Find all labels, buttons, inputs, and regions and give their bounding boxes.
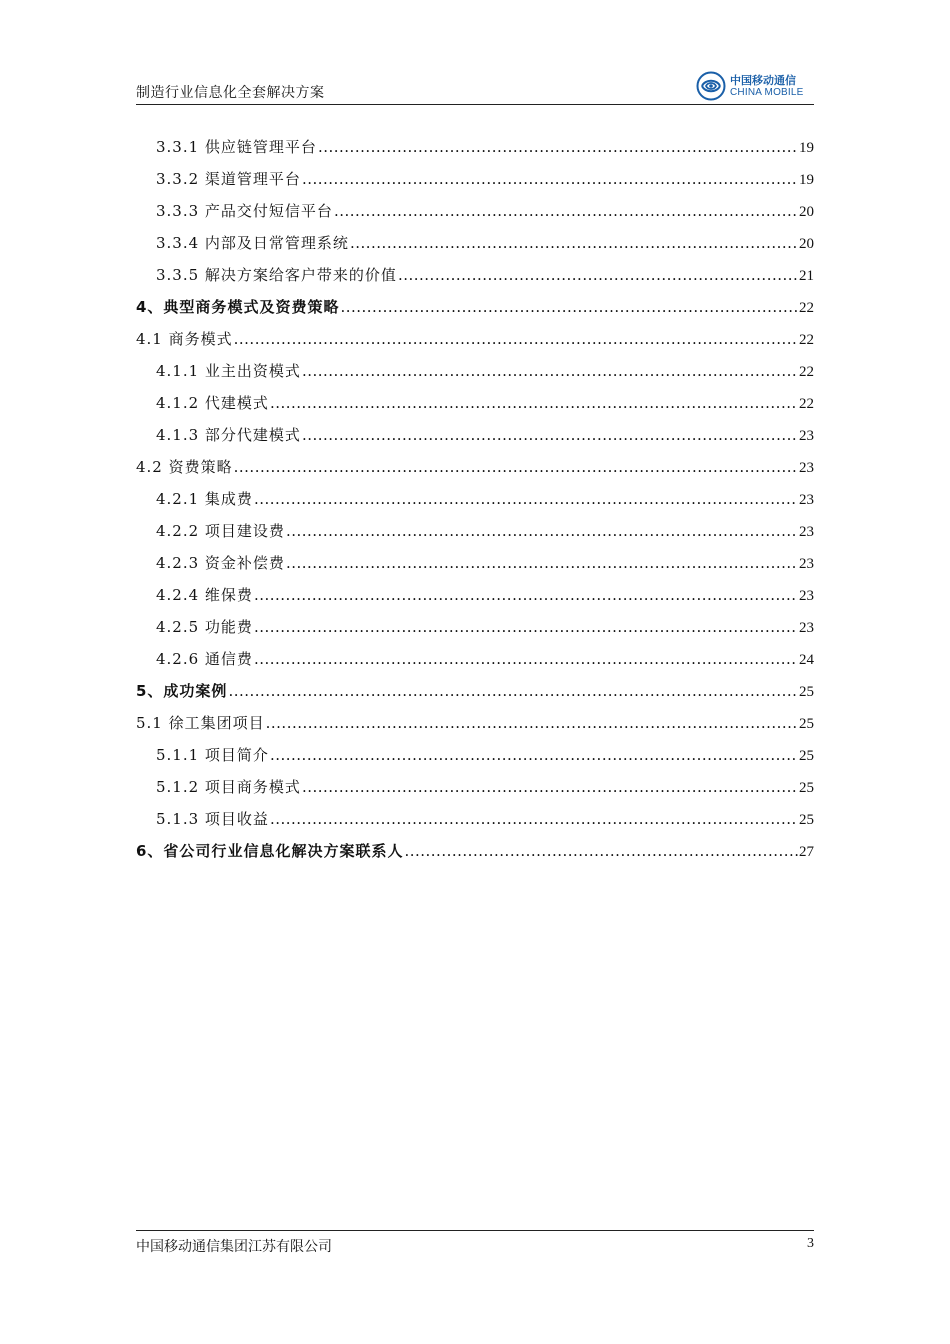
toc-dot-leader [228,675,798,707]
toc-entry-title: 5.1.2 项目商务模式 [156,778,301,796]
toc-entry-page: 25 [799,684,814,700]
toc-entry[interactable] [136,451,814,483]
toc-entry-page: 23 [799,524,814,540]
toc-entry[interactable] [136,771,814,803]
toc-entry-title: 3.3.5 解决方案给客户带来的价值 [156,266,397,284]
toc-entry[interactable] [136,515,814,547]
toc-dot-leader [234,451,798,483]
logo-english-text: CHINA MOBILE [730,87,804,98]
toc-entry-page: 22 [799,364,814,380]
toc-entry-title: 3.3.3 产品交付短信平台 [156,202,333,220]
toc-entry[interactable] [136,835,814,867]
toc-entry-page: 23 [799,556,814,572]
toc-entry-title: 3.3.4 内部及日常管理系统 [156,234,349,252]
toc-entry-page: 22 [799,300,814,316]
toc-entry[interactable] [136,259,814,291]
toc-entry[interactable] [136,323,814,355]
toc-entry[interactable] [136,227,814,259]
page-header [136,70,814,105]
toc-entry-title: 4.2.4 维保费 [156,586,253,604]
toc-dot-leader [340,291,798,323]
toc-dot-leader [404,835,798,867]
toc-entry-title: 5.1.3 项目收益 [156,810,269,828]
toc-dot-leader [270,739,798,771]
toc-entry-page: 23 [799,588,814,604]
toc-entry[interactable] [136,547,814,579]
toc-entry-title: 3.3.2 渠道管理平台 [156,170,301,188]
toc-entry-title: 5.1 徐工集团项目 [136,714,265,732]
toc-entry-page: 25 [799,780,814,796]
footer-page-number: 3 [807,1236,814,1251]
china-mobile-logo [696,70,814,102]
toc-dot-leader [270,387,798,419]
header-title: 制造行业信息化全套解决方案 [136,85,325,101]
toc-entry-title: 4、典型商务模式及资费策略 [136,298,340,316]
toc-entry-page: 25 [799,716,814,732]
toc-dot-leader [286,515,798,547]
toc-entry[interactable] [136,195,814,227]
toc-entry-page: 23 [799,492,814,508]
toc-entry-page: 23 [799,620,814,636]
toc-entry[interactable] [136,707,814,739]
toc-dot-leader [318,131,798,163]
page-footer [136,1230,814,1261]
toc-entry-title: 4.2.5 功能费 [156,618,253,636]
toc-dot-leader [286,547,798,579]
table-of-contents [136,131,814,867]
toc-dot-leader [254,483,798,515]
toc-entry[interactable] [136,163,814,195]
toc-dot-leader [234,323,798,355]
toc-entry[interactable] [136,579,814,611]
toc-entry-title: 4.1.3 部分代建模式 [156,426,301,444]
toc-entry-title: 4.1.1 业主出资模式 [156,362,301,380]
toc-entry-title: 5、成功案例 [136,682,228,700]
logo-chinese-text: 中国移动通信 [730,74,796,87]
china-mobile-logo-icon [696,71,726,101]
toc-dot-leader [254,611,798,643]
toc-entry[interactable] [136,131,814,163]
toc-dot-leader [350,227,798,259]
toc-dot-leader [334,195,798,227]
toc-entry-page: 22 [799,396,814,412]
toc-dot-leader [398,259,798,291]
toc-entry[interactable] [136,739,814,771]
toc-entry-title: 4.1.2 代建模式 [156,394,269,412]
toc-entry-title: 4.2.1 集成费 [156,490,253,508]
toc-entry-title: 4.1 商务模式 [136,330,233,348]
toc-dot-leader [302,355,798,387]
toc-entry[interactable] [136,611,814,643]
toc-entry[interactable] [136,291,814,323]
toc-entry-page: 19 [799,172,814,188]
toc-entry[interactable] [136,675,814,707]
toc-entry-page: 24 [799,652,814,668]
toc-entry-title: 4.2 资费策略 [136,458,233,476]
toc-entry-page: 21 [799,268,814,284]
toc-entry-title: 4.2.3 资金补偿费 [156,554,285,572]
toc-entry-page: 20 [799,204,814,220]
toc-entry-title: 6、省公司行业信息化解决方案联系人 [136,842,404,860]
toc-entry-page: 19 [799,140,814,156]
toc-entry-page: 25 [799,812,814,828]
toc-entry-title: 4.2.6 通信费 [156,650,253,668]
toc-dot-leader [266,707,798,739]
toc-dot-leader [270,803,798,835]
toc-entry[interactable] [136,355,814,387]
toc-entry-title: 5.1.1 项目简介 [156,746,269,764]
toc-dot-leader [254,579,798,611]
toc-entry-page: 25 [799,748,814,764]
toc-dot-leader [302,419,798,451]
toc-entry-page: 27 [799,844,814,860]
toc-entry-page: 23 [799,460,814,476]
toc-entry-page: 20 [799,236,814,252]
toc-entry[interactable] [136,419,814,451]
toc-dot-leader [302,771,798,803]
toc-entry-page: 23 [799,428,814,444]
toc-entry[interactable] [136,483,814,515]
toc-entry-page: 22 [799,332,814,348]
toc-entry-title: 3.3.1 供应链管理平台 [156,138,317,156]
toc-entry[interactable] [136,803,814,835]
toc-dot-leader [254,643,798,675]
footer-company: 中国移动通信集团江苏有限公司 [136,1239,332,1255]
toc-entry[interactable] [136,643,814,675]
toc-dot-leader [302,163,798,195]
toc-entry[interactable] [136,387,814,419]
toc-entry-title: 4.2.2 项目建设费 [156,522,285,540]
